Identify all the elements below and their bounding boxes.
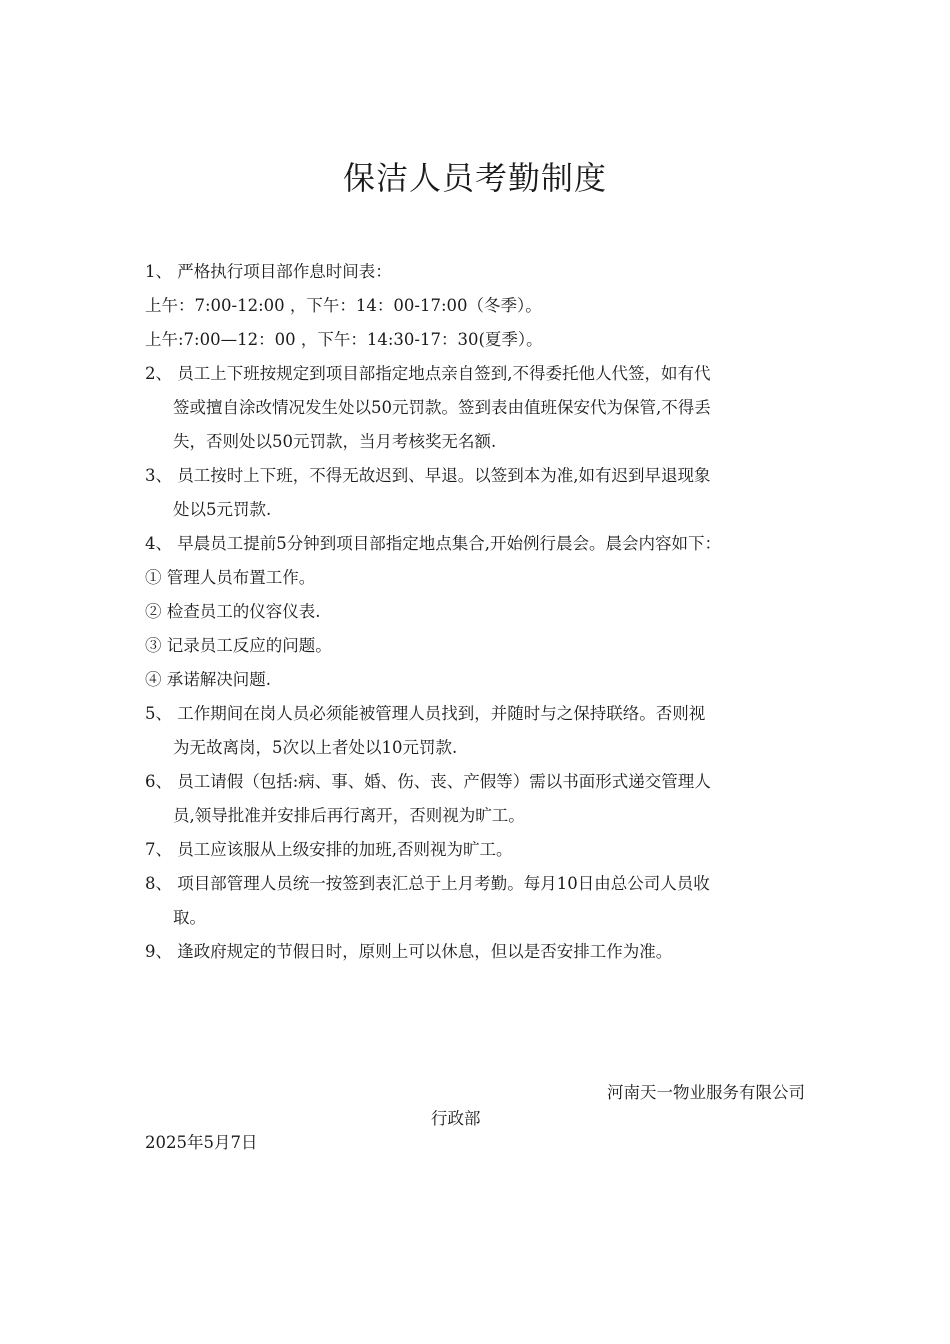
- rule-8-line-1: 8、 项目部管理人员统一按签到表汇总于上月考勤。每月10日由总公司人员收: [145, 874, 710, 893]
- rule-3-line-2: 处以5元罚款.: [173, 500, 272, 519]
- meeting-item-4: ④ 承诺解决问题.: [145, 670, 271, 689]
- rule-5-line-1: 5、 工作期间在岗人员必须能被管理人员找到，并随时与之保持联络。否则视: [145, 704, 706, 723]
- meeting-item-3: ③ 记录员工反应的问题。: [145, 636, 332, 655]
- rule-8-line-2: 取。: [173, 908, 206, 927]
- rule-7: 7、 员工应该服从上级安排的加班,否则视为旷工。: [145, 840, 513, 859]
- rule-1-heading: 1、 严格执行项目部作息时间表：: [145, 262, 392, 281]
- rule-2-line-3: 失，否则处以50元罚款，当月考核奖无名额.: [173, 432, 497, 451]
- summer-schedule: 上午:7:00—12：00 ，下午：14:30-17：30(夏季）。: [145, 330, 543, 349]
- rule-4-line-1: 4、 早晨员工提前5分钟到项目部指定地点集合,开始例行晨会。晨会内容如下：: [145, 534, 721, 553]
- meeting-item-1: ① 管理人员布置工作。: [145, 568, 316, 587]
- signature-department: 行政部: [431, 1109, 481, 1128]
- rule-5-line-2: 为无故离岗，5次以上者处以10元罚款.: [173, 738, 458, 757]
- document-body: [145, 257, 811, 971]
- meeting-item-2: ② 检查员工的仪容仪表.: [145, 602, 321, 621]
- rule-2-line-2: 签或擅自涂改情况发生处以50元罚款。签到表由值班保安代为保管,不得丢: [173, 398, 711, 417]
- rule-6-line-2: 员,领导批准并安排后再行离开，否则视为旷工。: [173, 806, 525, 825]
- signature-date: 2025年5月7日: [145, 1133, 258, 1152]
- rule-6-line-1: 6、 员工请假（包括:病、事、婚、伤、丧、产假等）需以书面形式递交管理人: [145, 772, 711, 791]
- signature-company: 河南天一物业服务有限公司: [607, 1083, 805, 1102]
- rule-2-line-1: 2、 员工上下班按规定到项目部指定地点亲自签到,不得委托他人代签，如有代: [145, 364, 711, 383]
- rule-9: 9、 逢政府规定的节假日时，原则上可以休息，但以是否安排工作为准。: [145, 942, 673, 961]
- winter-schedule: 上午：7:00-12:00 ，下午：14：00-17:00（冬季）。: [145, 296, 542, 315]
- document-title: 保洁人员考勤制度: [342, 159, 607, 197]
- rule-3-line-1: 3、 员工按时上下班，不得无故迟到、早退。以签到本为准,如有迟到早退现象: [145, 466, 711, 485]
